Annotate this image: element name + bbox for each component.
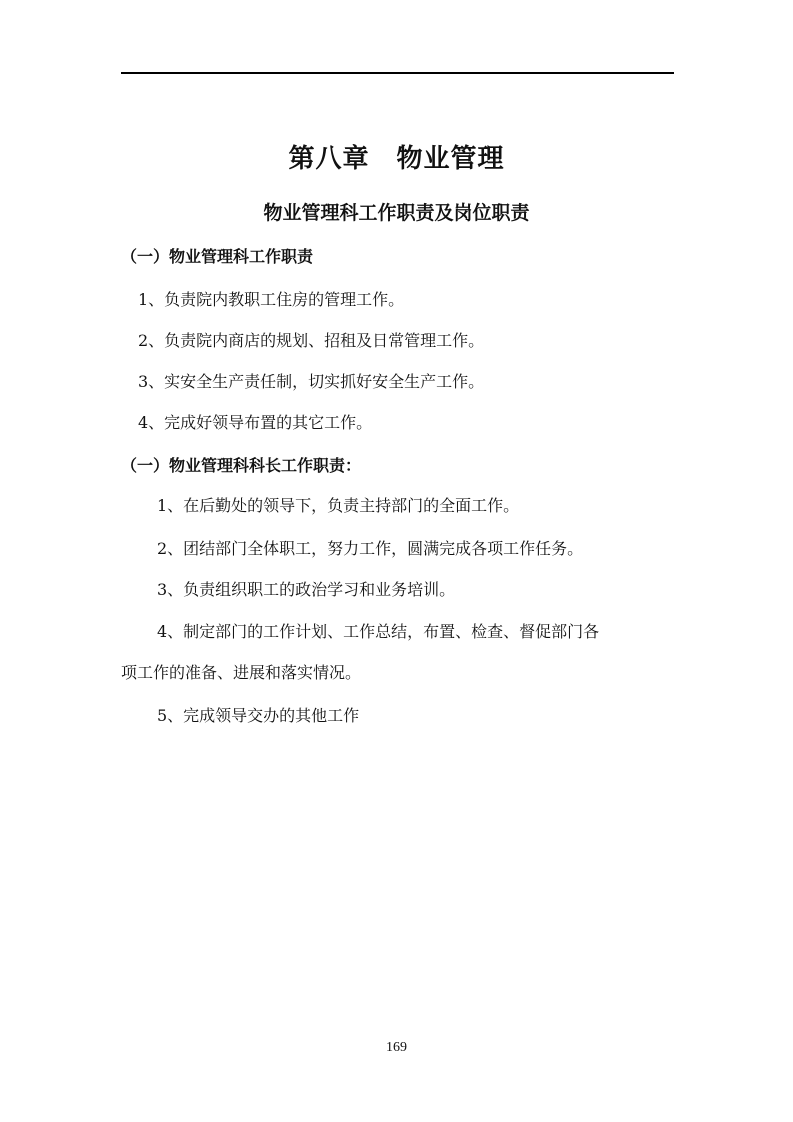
list-item: 5、完成领导交办的其他工作 (157, 706, 360, 725)
page-number: 169 (386, 1040, 407, 1055)
list-item: 1、负责院内教职工住房的管理工作。 (138, 290, 405, 309)
section-heading-department-duties: （一）物业管理科工作职责 (121, 247, 314, 266)
list-item: 2、团结部门全体职工，努力工作，圆满完成各项工作任务。 (157, 539, 584, 558)
list-item: 4、完成好领导布置的其它工作。 (138, 413, 373, 432)
list-item-continuation: 项工作的准备、进展和落实情况。 (121, 663, 362, 682)
list-item: 3、实安全生产责任制，切实抓好安全生产工作。 (138, 372, 485, 391)
chapter-title: 第八章 物业管理 (288, 144, 505, 174)
list-item: 1、在后勤处的领导下，负责主持部门的全面工作。 (157, 496, 520, 515)
list-item: 2、负责院内商店的规划、招租及日常管理工作。 (138, 331, 485, 350)
subtitle: 物业管理科工作职责及岗位职责 (263, 202, 530, 224)
list-item: 3、负责组织职工的政治学习和业务培训。 (157, 580, 456, 599)
section-heading-chief-duties: （一）物业管理科科长工作职责： (121, 456, 362, 475)
list-item: 4、制定部门的工作计划、工作总结，布置、检查、督促部门各 (157, 622, 600, 641)
header-rule (121, 72, 674, 74)
